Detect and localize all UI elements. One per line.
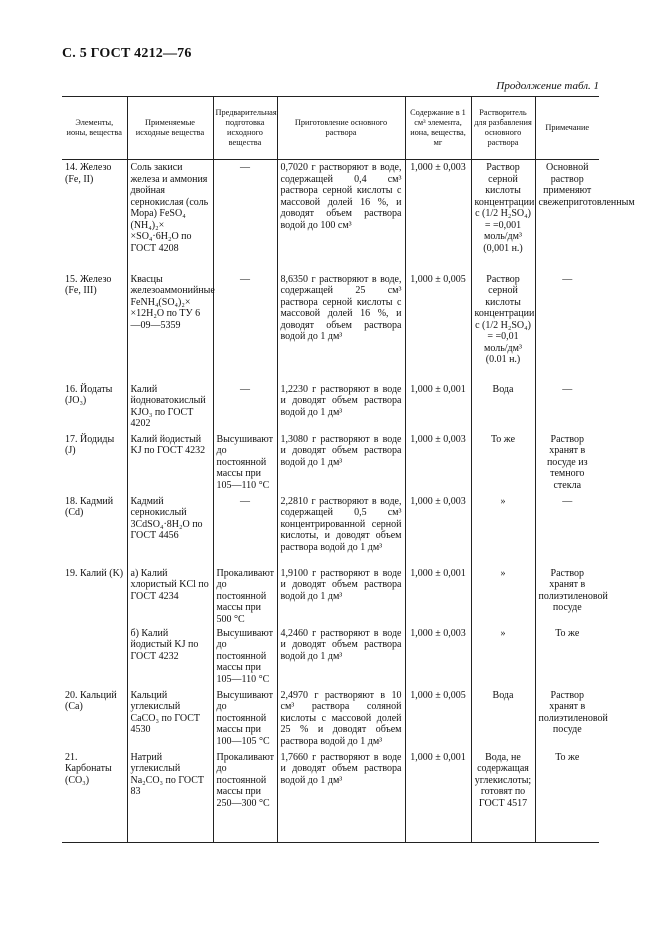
prep-cell: — <box>213 272 277 382</box>
column-header: Примечание <box>535 97 599 160</box>
solution-cell: 4,2460 г растворяют в воде и доводят объем раствора водой до 1 дм³ <box>277 626 405 688</box>
column-header: Содержание в 1 см³ элемента, иона, вещества, мг <box>405 97 471 160</box>
note-cell: То же <box>535 750 599 843</box>
element-cell: 14. Железо (Fe, II) <box>65 162 112 185</box>
table-continuation-label: Продолжение табл. 1 <box>496 80 599 92</box>
content-cell: 1,000 ± 0,003 <box>405 432 471 494</box>
prep-cell: Высушивают до постоянной массы при 105—110 °С <box>213 432 277 494</box>
solvent-cell: Раствор серной кислоты концентрации c (1/2 H₂SO₄) = =0,01 моль/дм³ (0.01 н.) <box>471 272 535 382</box>
solution-cell: 2,4970 г растворяют в 10 см³ раствора соляной кислоты с массовой долей 25 % и доводят объем раствора водой до 1 дм³ <box>277 688 405 750</box>
element-cell: 19. Калий (K) <box>65 567 124 579</box>
page-header: С. 5 ГОСТ 4212—76 <box>62 46 192 61</box>
content-cell: 1,000 ± 0,001 <box>405 750 471 843</box>
column-header: Приготовление основного раствора <box>277 97 405 160</box>
table-row <box>62 626 599 688</box>
table-header-row <box>62 97 599 160</box>
note-cell: Раствор хранят в посуде из темного стекла <box>535 432 599 494</box>
content-cell: 1,000 ± 0,003 <box>405 160 471 272</box>
source-cell: Калий йодистый KJ по ГОСТ 4232 <box>127 432 213 494</box>
reference-solutions-table <box>62 96 635 843</box>
table-row <box>62 750 599 843</box>
note-cell: Раствор хранят в полиэтиленовой посуде <box>535 688 599 750</box>
source-cell: Калий йодноватокислый KJO₃ по ГОСТ 4202 <box>127 382 213 432</box>
column-header: Растворитель для разбавления основного раствора <box>471 97 535 160</box>
element-cell: 20. Кальций (Ca) <box>65 689 117 712</box>
table-row <box>62 688 599 750</box>
solvent-cell: » <box>471 494 535 566</box>
solvent-cell: Вода <box>471 382 535 432</box>
element-cell: 16. Йодаты (JO₃) <box>65 383 113 406</box>
solvent-cell: Раствор серной кислоты концентрации c (1/2 H₂SO₄) = =0,001 моль/дм³ (0,001 н.) <box>471 160 535 272</box>
solution-cell: 0,7020 г растворяют в воде, содержащей 0,4 см³ раствора серной кислоты с массовой долей 16 %, и доводят объем раствора водой до 100 см³ <box>277 160 405 272</box>
note-cell: Основной раствор применяют свежеприготовленным <box>535 160 599 272</box>
source-cell: Натрий углекислый Na₂CO₃ по ГОСТ 83 <box>127 750 213 843</box>
source-cell: Квасцы железоаммонийные FeNH₄(SO₄)₂× ×12H₂O по ТУ 6—09—5359 <box>127 272 213 382</box>
solvent-cell: Вода, не содержащая углекислоты; готовят по ГОСТ 4517 <box>471 750 535 843</box>
solution-cell: 1,2230 г растворяют в воде и доводят объем раствора водой до 1 дм³ <box>277 382 405 432</box>
prep-cell: — <box>213 382 277 432</box>
table-row <box>62 272 599 382</box>
prep-cell: Прокаливают до постоянной массы при 500 °С <box>213 566 277 626</box>
content-cell: 1,000 ± 0,003 <box>405 626 471 688</box>
solution-cell: 1,9100 г растворяют в воде и доводят объем раствора водой до 1 дм³ <box>277 566 405 626</box>
note-cell: — <box>535 494 599 566</box>
element-cell <box>62 626 127 688</box>
column-header: Элементы, ионы, вещества <box>62 97 127 160</box>
content-cell: 1,000 ± 0,001 <box>405 382 471 432</box>
source-cell: Соль закиси железа и аммония двойная сернокислая (соль Мора) FeSO₄ (NH₄)₂× ×SO₄·6H₂O по ГОСТ 4208 <box>127 160 213 272</box>
solution-cell: 1,3080 г растворяют в воде и доводят объем раствора водой до 1 дм³ <box>277 432 405 494</box>
table-row <box>62 432 599 494</box>
source-cell: б) Калий йодистый KJ по ГОСТ 4232 <box>127 626 213 688</box>
table-row <box>62 494 599 566</box>
element-cell: 15. Железо (Fe, III) <box>65 273 112 296</box>
column-header: Предварительная подготовка исходного вещества <box>213 97 277 160</box>
prep-cell: — <box>213 494 277 566</box>
content-cell: 1,000 ± 0,003 <box>405 494 471 566</box>
note-cell: — <box>535 272 599 382</box>
prep-cell: Высушивают до постоянной массы при 100—105 °С <box>213 688 277 750</box>
table-row <box>62 566 599 626</box>
content-cell: 1,000 ± 0,005 <box>405 688 471 750</box>
prep-cell: — <box>213 160 277 272</box>
prep-cell: Прокаливают до постоянной массы при 250—300 °С <box>213 750 277 843</box>
source-cell: а) Калий хлористый KCl по ГОСТ 4234 <box>127 566 213 626</box>
note-cell: — <box>535 382 599 432</box>
solution-cell: 2,2810 г растворяют в воде, содержащей 0,5 см³ концентрированной серной кислоты, и доводят объем раствора водой до 1 дм³ <box>277 494 405 566</box>
table-row <box>62 160 599 272</box>
solution-cell: 8,6350 г растворяют в воде, содержащей 25 см³ раствора серной кислоты с массовой долей 16 %, и доводят объем раствора водой до 1 дм³ <box>277 272 405 382</box>
element-cell: 18. Кадмий (Cd) <box>65 495 114 518</box>
column-header: Применяемые исходные вещества <box>127 97 213 160</box>
content-cell: 1,000 ± 0,005 <box>405 272 471 382</box>
prep-cell: Высушивают до постоянной массы при 105—110 °С <box>213 626 277 688</box>
source-cell: Кальций углекислый CaCO₃ по ГОСТ 4530 <box>127 688 213 750</box>
element-cell: 17. Йодиды (J) <box>65 433 115 456</box>
note-cell: Раствор хранят в полиэтиленовой посуде <box>535 566 599 626</box>
solvent-cell: То же <box>471 432 535 494</box>
solvent-cell: Вода <box>471 688 535 750</box>
note-cell: То же <box>535 626 599 688</box>
solvent-cell: » <box>471 626 535 688</box>
table-row <box>62 382 599 432</box>
solvent-cell: » <box>471 566 535 626</box>
source-cell: Кадмий сернокислый 3CdSO₄·8H₂O по ГОСТ 4456 <box>127 494 213 566</box>
solution-cell: 1,7660 г растворяют в воде и доводят объем раствора водой до 1 дм³ <box>277 750 405 843</box>
content-cell: 1,000 ± 0,001 <box>405 566 471 626</box>
element-cell: 21. Карбонаты (CO₃) <box>62 750 127 843</box>
